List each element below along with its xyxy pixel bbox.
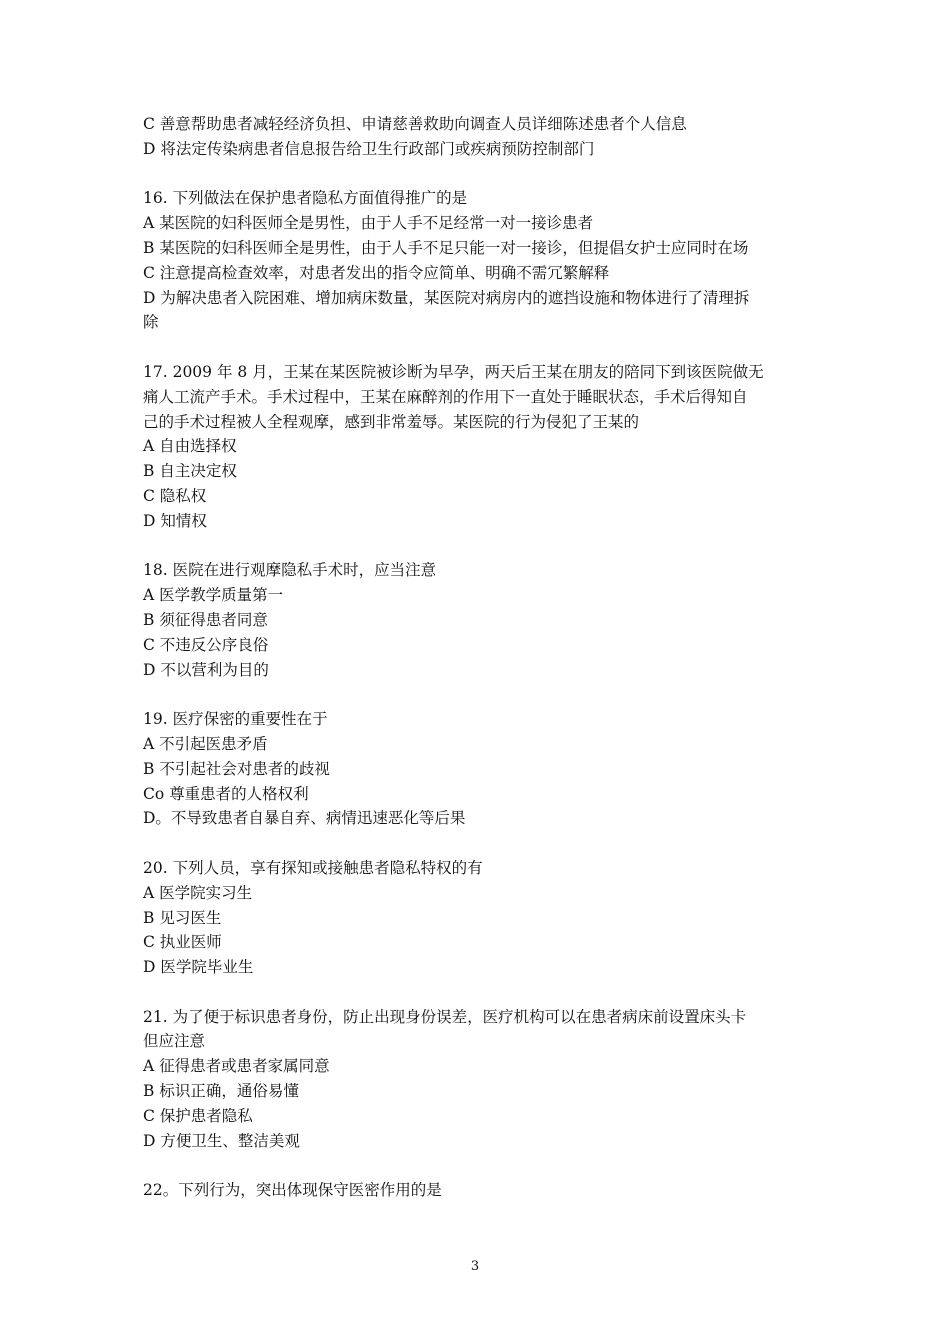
option-a: A 医学院实习生 bbox=[143, 883, 253, 902]
option-c: C 隐私权 bbox=[143, 486, 207, 505]
question-text: 18. 医院在进行观摩隐私手术时，应当注意 bbox=[143, 561, 437, 580]
page-number: 3 bbox=[470, 1259, 480, 1274]
question-text: 17. 2009 年 8 月，王某在某医院被诊断为早孕，两天后王某在朋友的陪同下到该医院做无 bbox=[143, 362, 764, 381]
option-d: D 不以营利为目的 bbox=[143, 660, 269, 679]
option-b: B 某医院的妇科医师全是男性，由于人手不足只能一对一接诊，但提倡女护士应同时在场 bbox=[143, 238, 749, 257]
question-text: 19. 医疗保密的重要性在于 bbox=[143, 710, 328, 729]
question-text: 16. 下列做法在保护患者隐私方面值得推广的是 bbox=[143, 189, 468, 208]
question-block-20 bbox=[143, 856, 813, 980]
option-c: C 善意帮助患者减轻经济负担、申请慈善救助向调查人员详细陈述患者个人信息 bbox=[143, 115, 687, 133]
question-block-15-tail bbox=[143, 112, 813, 162]
option-c: Co 尊重患者的人格权利 bbox=[143, 784, 309, 803]
document-body bbox=[143, 112, 813, 1228]
question-block-18 bbox=[143, 558, 813, 682]
question-block-22 bbox=[143, 1178, 813, 1203]
option-d: D 医学院毕业生 bbox=[143, 958, 254, 977]
question-block-19 bbox=[143, 707, 813, 831]
question-text-continued: 己的手术过程被人全程观摩，感到非常羞辱。某医院的行为侵犯了王某的 bbox=[143, 412, 640, 431]
option-d: D 知情权 bbox=[143, 511, 207, 530]
option-d: D。不导致患者自暴自弃、病情迅速恶化等后果 bbox=[143, 809, 466, 828]
option-d: D 将法定传染病患者信息报告给卫生行政部门或疾病预防控制部门 bbox=[143, 139, 595, 158]
option-d-continued: 除 bbox=[143, 313, 159, 332]
option-a: A 医学教学质量第一 bbox=[143, 586, 284, 605]
option-a: A 某医院的妇科医师全是男性，由于人手不足经常一对一接诊患者 bbox=[143, 214, 594, 233]
option-a: A 不引起医患矛盾 bbox=[143, 734, 268, 753]
option-c: C 保护患者隐私 bbox=[143, 1106, 253, 1125]
option-c: C 执业医师 bbox=[143, 933, 222, 952]
question-text: 22。下列行为，突出体现保守医密作用的是 bbox=[143, 1181, 442, 1200]
question-text-continued: 痛人工流产手术。手术过程中，王某在麻醉剂的作用下一直处于睡眠状态，手术后得知自 bbox=[143, 387, 748, 406]
option-b: B 见习医生 bbox=[143, 908, 222, 927]
option-c: C 注意提高检查效率，对患者发出的指令应简单、明确不需冗繁解释 bbox=[143, 263, 610, 282]
question-text: 20. 下列人员，享有探知或接触患者隐私特权的有 bbox=[143, 858, 483, 877]
question-block-17 bbox=[143, 360, 813, 534]
question-block-21 bbox=[143, 1005, 813, 1154]
option-b: B 标识正确，通俗易懂 bbox=[143, 1082, 299, 1101]
option-c: C 不违反公序良俗 bbox=[143, 635, 269, 654]
option-d: D 为解决患者入院困难、增加病床数量，某医院对病房内的遮挡设施和物体进行了清理拆 bbox=[143, 288, 750, 307]
option-b: B 不引起社会对患者的歧视 bbox=[143, 759, 330, 778]
option-b: B 自主决定权 bbox=[143, 462, 237, 481]
question-text: 21. 为了便于标识患者身份，防止出现身份误差，医疗机构可以在患者病床前设置床头卡 bbox=[143, 1007, 747, 1026]
option-a: A 征得患者或患者家属同意 bbox=[143, 1057, 330, 1076]
question-text-continued: 但应注意 bbox=[143, 1032, 206, 1051]
question-block-16 bbox=[143, 186, 813, 335]
option-a: A 自由选择权 bbox=[143, 437, 237, 456]
option-d: D 方便卫生、整洁美观 bbox=[143, 1131, 300, 1150]
option-b: B 须征得患者同意 bbox=[143, 610, 268, 629]
